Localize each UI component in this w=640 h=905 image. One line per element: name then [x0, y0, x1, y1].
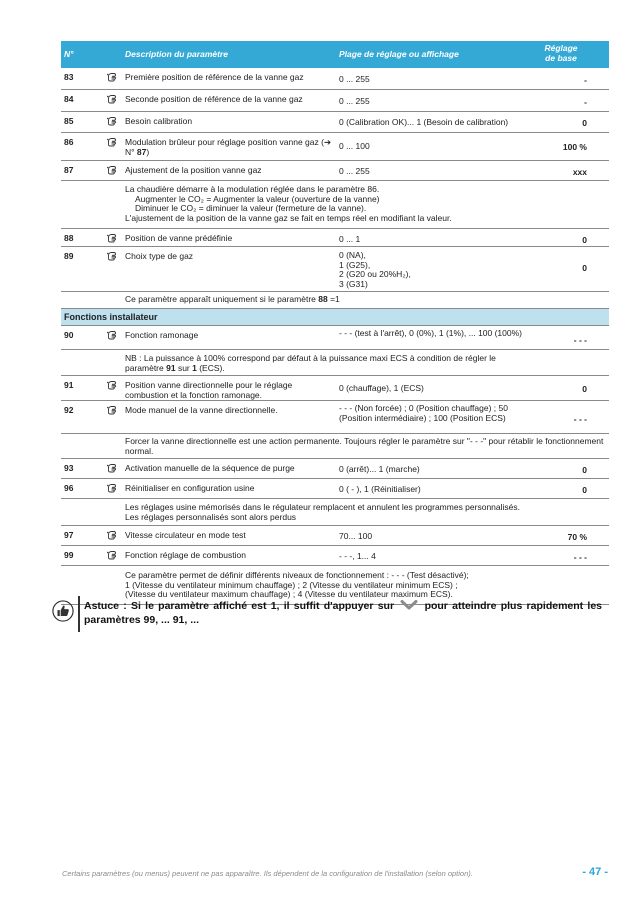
param-number: 96 [64, 483, 74, 493]
hand-settings-icon [106, 404, 118, 416]
param-range: 0 ... 100 [339, 141, 370, 151]
header-num: N° [64, 49, 74, 59]
param-description: Besoin calibration [125, 116, 193, 126]
hand-settings-icon [106, 71, 118, 83]
param-default: 0 [582, 465, 587, 475]
param-description: Vitesse circulateur en mode test [125, 530, 246, 540]
param-range: - - - (Non forcée) ; 0 (Position chauffage) ; 50 (Position intermédiaire) ; 100 (Position ECS) [339, 403, 508, 423]
param-range: 0 ... 255 [339, 166, 370, 176]
param-description: Mode manuel de la vanne directionnelle. [125, 405, 278, 415]
param-default: - - - [573, 335, 587, 345]
param-number: 92 [64, 405, 74, 415]
hand-settings-icon [106, 329, 118, 341]
note-text [125, 185, 605, 223]
param-number: 88 [64, 233, 74, 243]
hand-settings-icon [106, 529, 118, 541]
param-note [61, 499, 609, 526]
footer-note: Certains paramètres (ou menus) peuvent ne pas apparaître. Ils dépendent de la configuration de l'installation (selon option). [62, 869, 473, 878]
hand-settings-icon [106, 136, 118, 148]
param-description: Fonction réglage de combustion [125, 550, 246, 560]
table-row [61, 112, 609, 133]
note-line: 1 (Vitesse du ventilateur minimum chauffage) ; 2 (Vitesse du ventilateur minimum ECS) ; [125, 579, 458, 590]
section-title: Fonctions installateur [64, 312, 158, 322]
param-range: 0 ... 255 [339, 74, 370, 84]
note-text [125, 295, 605, 305]
note-line: Augmenter le CO₂ = Augmenter la valeur (ouverture de la vanne) [135, 193, 380, 204]
note-text [125, 354, 525, 373]
param-default: - [584, 97, 587, 107]
param-number: 90 [64, 330, 74, 340]
table-row [61, 68, 609, 90]
hand-settings-icon [106, 482, 118, 494]
param-range: 0 ... 1 [339, 234, 361, 244]
hand-settings-icon [106, 232, 118, 244]
arrow-right-icon: ➔ [323, 137, 332, 147]
header-default-line2: de base [545, 52, 577, 63]
param-reference: 87 [136, 147, 147, 157]
param-default: 0 [582, 384, 587, 394]
param-range: 0 ... 255 [339, 96, 370, 106]
note-text [125, 503, 605, 522]
param-default: 0 [582, 485, 587, 495]
param-note [61, 181, 609, 229]
param-description: Choix type de gaz [125, 251, 194, 261]
param-default: - - - [573, 414, 587, 424]
param-number: 83 [64, 72, 74, 82]
param-default: 0 [582, 118, 587, 128]
param-default: - - - [573, 552, 587, 562]
note-line: sur [175, 362, 193, 373]
param-default: 0 [582, 263, 587, 273]
range-line: 2 (G20 ou 20%H₂), [339, 269, 411, 279]
param-default: - [584, 75, 587, 85]
hand-settings-icon [106, 379, 118, 391]
param-description: Position de vanne prédéfinie [125, 233, 233, 243]
table-row [61, 459, 609, 479]
note-text: Forcer la vanne directionnelle est une action permanente. Toujours régler le paramètre sur "- - -" pour rétablir le fonctionnement normal. [125, 436, 604, 456]
note-line: (Vitesse du ventilateur maximum chauffage) ; 4 (Vitesse du ventilateur maximum ECS). [125, 589, 453, 600]
hand-settings-icon [106, 115, 118, 127]
param-description: Seconde position de référence de la vanne gaz [125, 94, 303, 104]
param-number: 89 [64, 251, 74, 261]
table-row [61, 546, 609, 566]
param-description: Ajustement de la position vanne gaz [125, 165, 262, 175]
tip-text [84, 600, 602, 627]
param-range: 0 (chauffage), 1 (ECS) [339, 383, 424, 393]
note-line: (ECS). [196, 362, 225, 373]
table-row [61, 161, 609, 181]
param-reference: 91 [166, 362, 176, 373]
note-line: NB : La puissance à 100% correspond par défaut à la puissance maxi ECS à condition de régler le paramètre [125, 353, 496, 373]
range-line: 0 (NA), [339, 250, 366, 260]
page-number: - 47 - [582, 866, 608, 878]
chevron-down-icon [400, 600, 418, 610]
table-row [61, 326, 609, 350]
table-row [61, 526, 609, 546]
section-installer-functions [61, 309, 609, 326]
note-line: Ce paramètre apparaît uniquement si le paramètre [125, 294, 319, 304]
hand-settings-icon [106, 549, 118, 561]
param-default: 100 % [562, 142, 587, 152]
param-number: 91 [64, 380, 74, 390]
table-row [61, 229, 609, 247]
param-description: Position vanne directionnelle pour le réglage combustion et la fonction ramonage. [125, 380, 293, 400]
table-row [61, 133, 609, 161]
param-range: 0 (Calibration OK)... 1 (Besoin de calibration) [339, 117, 509, 127]
header-default-line1: Réglage [544, 43, 578, 53]
param-default: xxx [572, 167, 587, 177]
note-line: =1 [327, 294, 340, 304]
hand-settings-icon [106, 164, 118, 176]
table-row [61, 376, 609, 401]
thumbs-up-icon [52, 600, 74, 622]
param-number: 97 [64, 530, 74, 540]
hand-settings-icon [106, 462, 118, 474]
range-line: 1 (G25), [339, 259, 371, 270]
param-description: Fonction ramonage [125, 330, 199, 340]
param-description: Première position de référence de la vanne gaz [125, 72, 304, 82]
desc-text: Modulation brûleur pour réglage position vanne gaz ( [125, 137, 324, 147]
desc-text: N° [125, 147, 137, 157]
tip-text-part2: pour atteindre plus rapidement les paramètres 99, ... 91, ... [84, 600, 602, 626]
param-note [61, 350, 609, 376]
hand-settings-icon [106, 250, 118, 262]
param-range: 0 (arrêt)... 1 (marche) [339, 464, 420, 474]
param-number: 84 [64, 94, 74, 104]
table-row [61, 401, 609, 434]
param-default: 70 % [567, 532, 587, 542]
note-line: Diminuer le CO₂ = diminuer la valeur (fermeture de la vanne). [135, 203, 367, 214]
note-line: Les réglages personnalisés sont alors perdus [125, 511, 297, 522]
table-row [61, 479, 609, 499]
parameter-table [61, 41, 609, 605]
note-line: Ce paramètre permet de définir différents niveaux de fonctionnement : - - - (Test désactivé); [125, 570, 469, 580]
header-description: Description du paramètre [125, 49, 228, 59]
header-default [531, 44, 591, 63]
param-number: 86 [64, 137, 74, 147]
param-range: - - -, 1... 4 [339, 551, 376, 561]
tip-text-part1: Astuce : Si le paramètre affiché est 1, il suffit d'appuyer sur [84, 600, 395, 612]
header-range: Plage de réglage ou affichage [339, 49, 459, 59]
param-note [61, 434, 609, 459]
param-note [61, 292, 609, 309]
desc-text: ) [146, 147, 150, 157]
tip-divider [78, 596, 80, 632]
note-line: Les réglages usine mémorisés dans le régulateur remplacent et annulent les programmes personnalisés. [125, 502, 520, 512]
param-number: 87 [64, 165, 74, 175]
hand-settings-icon [106, 93, 118, 105]
table-row [61, 90, 609, 112]
param-range: 70... 100 [339, 531, 373, 541]
range-line: 3 (G31) [339, 278, 368, 289]
param-reference: 1 [192, 362, 197, 373]
param-description: Activation manuelle de la séquence de purge [125, 463, 295, 473]
note-line: L'ajustement de la position de la vanne gaz se fait en temps réel en modifiant la valeur. [125, 212, 452, 223]
param-range [339, 251, 539, 289]
table-row [61, 247, 609, 292]
param-range: 0 ( - ), 1 (Réinitialiser) [339, 484, 421, 494]
note-line: La chaudière démarre à la modulation réglée dans le paramètre 86. [125, 184, 380, 194]
param-description: Réinitialiser en configuration usine [125, 483, 255, 493]
param-reference: 88 [318, 294, 328, 304]
param-number: 99 [64, 550, 74, 560]
param-range: - - - (test à l'arrêt), 0 (0%), 1 (1%), ... 100 (100%) [339, 328, 523, 338]
param-number: 85 [64, 116, 74, 126]
param-number: 93 [64, 463, 74, 473]
tip-box [52, 596, 608, 634]
param-default: 0 [582, 235, 587, 245]
param-description [125, 137, 333, 157]
table-header [61, 41, 609, 68]
